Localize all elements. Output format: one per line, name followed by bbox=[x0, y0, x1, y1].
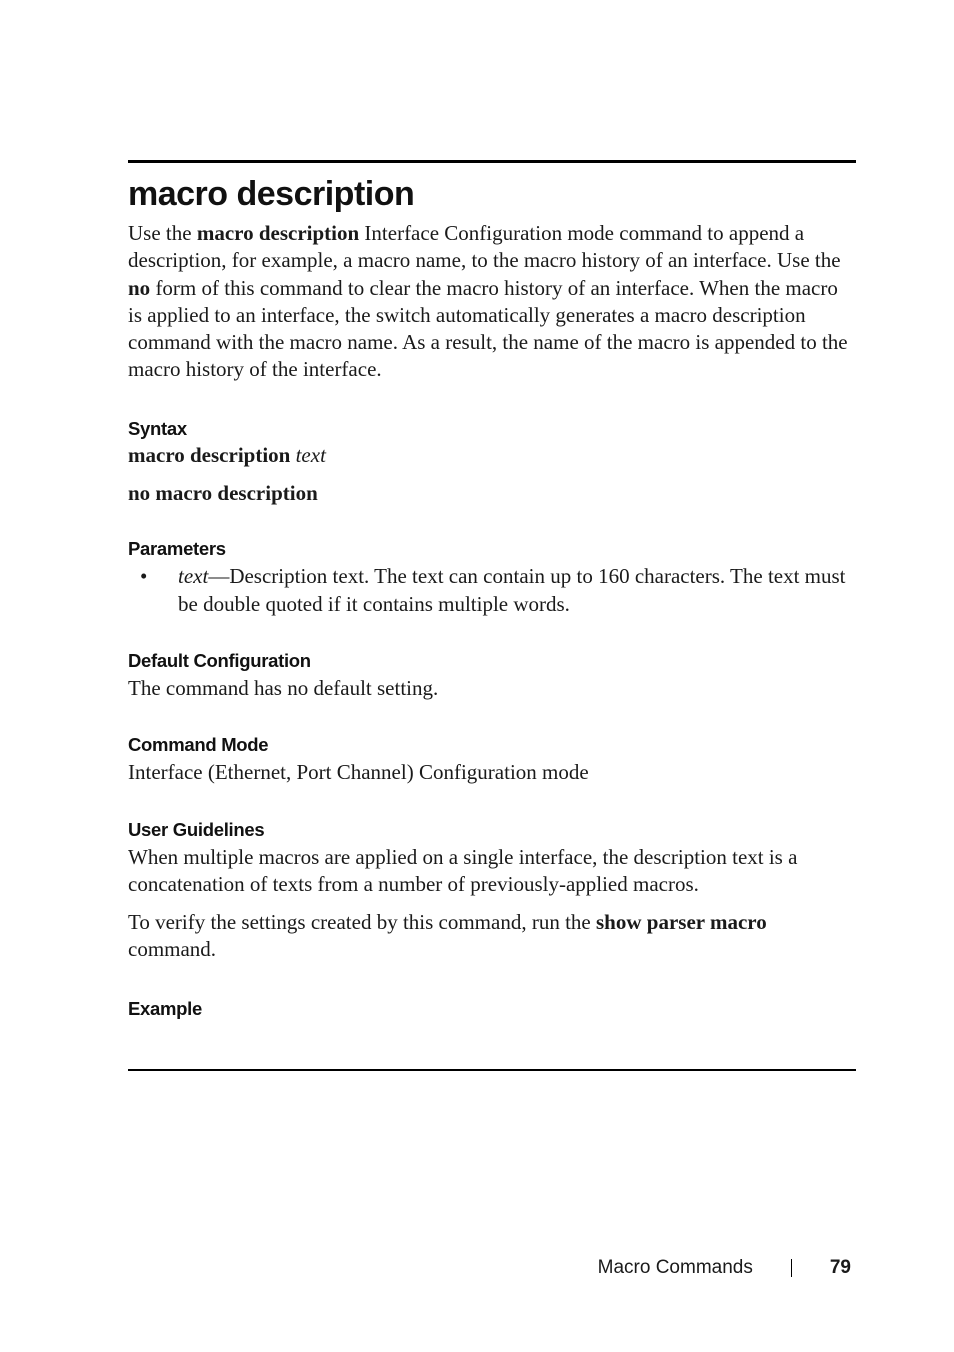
command-mode-heading: Command Mode bbox=[128, 734, 269, 756]
syntax-heading: Syntax bbox=[128, 417, 187, 439]
syntax-command: macro description bbox=[128, 442, 291, 467]
bottom-rule bbox=[128, 1069, 856, 1071]
default-configuration-text: The command has no default setting. bbox=[128, 675, 439, 700]
guideline-command: show parser macro bbox=[596, 910, 767, 935]
top-rule bbox=[128, 160, 856, 163]
bullet-icon: • bbox=[140, 564, 148, 589]
page-content bbox=[128, 172, 856, 1021]
guideline-text-2: command. bbox=[128, 937, 217, 962]
user-guidelines-paragraph-1: When multiple macros are applied on a single interface, the description text is a concatenation of texts from a number of previously-applied macros. bbox=[128, 844, 798, 896]
page-footer bbox=[598, 1256, 851, 1280]
syntax-argument: text bbox=[295, 442, 326, 467]
footer-separator bbox=[791, 1259, 792, 1277]
parameters-heading: Parameters bbox=[128, 538, 226, 560]
intro-text-1: Use the bbox=[128, 221, 197, 245]
user-guidelines-heading: User Guidelines bbox=[128, 818, 265, 840]
syntax-line-1 bbox=[128, 442, 856, 469]
command-mode-text: Interface (Ethernet, Port Channel) Configuration mode bbox=[128, 760, 589, 785]
parameter-item bbox=[128, 563, 856, 618]
guideline-text-1: To verify the settings created by this command, run the bbox=[128, 910, 596, 935]
parameter-name: text bbox=[178, 564, 209, 589]
intro-text-3: form of this command to clear the macro history of an interface. When the macro is applied to an interface, the switch automatically generates a macro description command with the macro name. As a result, the name of the macro is appended to the macro history of the interface. bbox=[128, 275, 848, 382]
intro-command: macro description bbox=[196, 221, 360, 245]
parameter-description: —Description text. The text can contain up to 160 characters. The text must be double quoted if it contains multiple words. bbox=[178, 564, 846, 616]
example-heading: Example bbox=[128, 997, 202, 1019]
syntax-line-2: no macro description bbox=[128, 481, 318, 506]
footer-section-name: Macro Commands bbox=[597, 1257, 753, 1278]
page-title: macro description bbox=[128, 175, 415, 213]
intro-paragraph bbox=[128, 220, 856, 384]
intro-no-keyword: no bbox=[128, 275, 151, 300]
intro-text-2: Interface Configuration mode command to append a description, for example, a macro name, to the macro history of an interface. Use the bbox=[128, 221, 841, 273]
user-guidelines-paragraph-2 bbox=[128, 909, 856, 964]
page-number: 79 bbox=[829, 1257, 851, 1278]
default-configuration-heading: Default Configuration bbox=[128, 649, 311, 671]
